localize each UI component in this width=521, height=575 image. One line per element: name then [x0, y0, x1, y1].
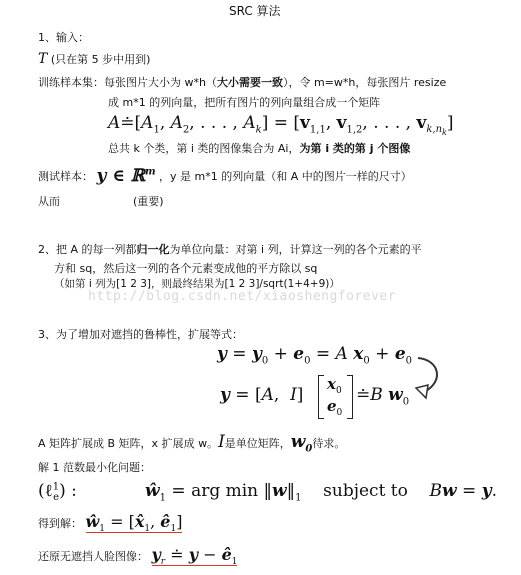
note-text-b: 是单位矩阵，: [224, 437, 291, 450]
thus-label: 从而: [38, 195, 60, 208]
section1-heading: 1、输入：: [38, 31, 89, 44]
l1-label: (ℓ$^1_e$) :: [38, 481, 77, 504]
important-label: (重要): [133, 195, 164, 208]
tau-line: [38, 51, 150, 67]
train-label: 训练样本集：: [38, 76, 104, 89]
train-line1: [38, 74, 446, 90]
page-title: SRC 算法: [229, 4, 281, 18]
tau-note: (只在第 5 步中用到): [50, 53, 151, 66]
note-I: I: [218, 432, 225, 452]
section3-heading: 3、为了增加对遮挡的鲁棒性，扩展等式：: [38, 328, 243, 341]
equation-2-right: ≐B $w_0$: [356, 385, 410, 408]
matrix-top: $x_0$: [327, 375, 342, 396]
classes-text-a: 总共 k 个类，第 i 类的图像集合为 Ai，: [108, 142, 300, 155]
train-line2: 成 m*1 的列向量，把所有图片的列向量组合成一个矩阵: [108, 96, 381, 109]
matrix-left-bracket: [318, 375, 324, 419]
classes-text-bold: 为第 i 类的第 j 个图像: [299, 142, 411, 155]
solution-label: 得到解：: [38, 517, 82, 531]
tau-symbol: T: [38, 51, 48, 67]
restore-formula: $y_r$ ≐ $y - ê_1$: [151, 545, 238, 568]
l1-title: 解 1 范数最小化问题：: [38, 461, 151, 474]
note-text-a: A 矩阵扩展成 B 矩阵，x 扩展成 w。: [38, 437, 219, 450]
section2-line1: [38, 241, 422, 257]
l1-formula: $ŵ_1$ = arg $\min ‖w‖_1$ subject to Bw = y.: [145, 481, 497, 504]
expansion-note: [38, 432, 345, 454]
section2-text-b: 为单位向量：对第 i 列，计算这一列的各个元素的平: [169, 243, 422, 256]
matrix-right-bracket: [347, 375, 353, 419]
train-text-a: 每张图片大小为 w*h（: [104, 76, 217, 89]
test-formula: y ∈ ℝ$^m$: [96, 166, 156, 186]
section2-line3: （如第 i 列为[1 2 3]，则最终结果为[1 2 3]/sqrt(1+4+9)）: [54, 278, 340, 290]
restore-label: 还原无遮挡人脸图像：: [38, 550, 148, 564]
solution-formula: $ŵ_1$ = [$x̂_1$, $ê_1$]: [85, 512, 183, 535]
equation-2-left: y = [A, I]: [220, 385, 304, 405]
formula-A: $A≐[A_1$, $A_2$, . . . , $A_k] = [v_{1,1}$, $v_{1,2}$, . . . , $v_{k,n_k}$]: [108, 113, 454, 138]
matrix-bottom: $e_0$: [327, 397, 343, 418]
test-label: 测试样本：: [38, 170, 93, 183]
section2-line2: 方和 sq，然后这一列的各个元素变成他的平方除以 sq: [54, 262, 318, 275]
train-text-bold: 大小需要一致: [216, 76, 283, 89]
test-text: ，y 是 m*1 的列向量（和 A 中的图片一样的尺寸）: [159, 170, 412, 183]
train-text-b: ），令 m=w*h，每张图片 resize: [282, 76, 447, 89]
restore-line: [38, 545, 237, 567]
curved-arrow-icon: [410, 352, 450, 404]
note-w0: $w_0$: [290, 432, 313, 455]
section2-text-a: 2、把 A 的每一列都: [38, 243, 137, 256]
test-line: [38, 166, 412, 186]
note-text-c: 待求。: [312, 437, 346, 450]
classes-line: [108, 140, 410, 156]
equation-1: $y = y_0 + e_0 = A$ $x_0 + e_0$: [217, 344, 413, 367]
watermark-url: http://blog.csdn.net/xiaoshengforever: [88, 289, 397, 304]
solution-line: [38, 512, 182, 534]
section2-text-bold: 归一化: [136, 243, 170, 256]
